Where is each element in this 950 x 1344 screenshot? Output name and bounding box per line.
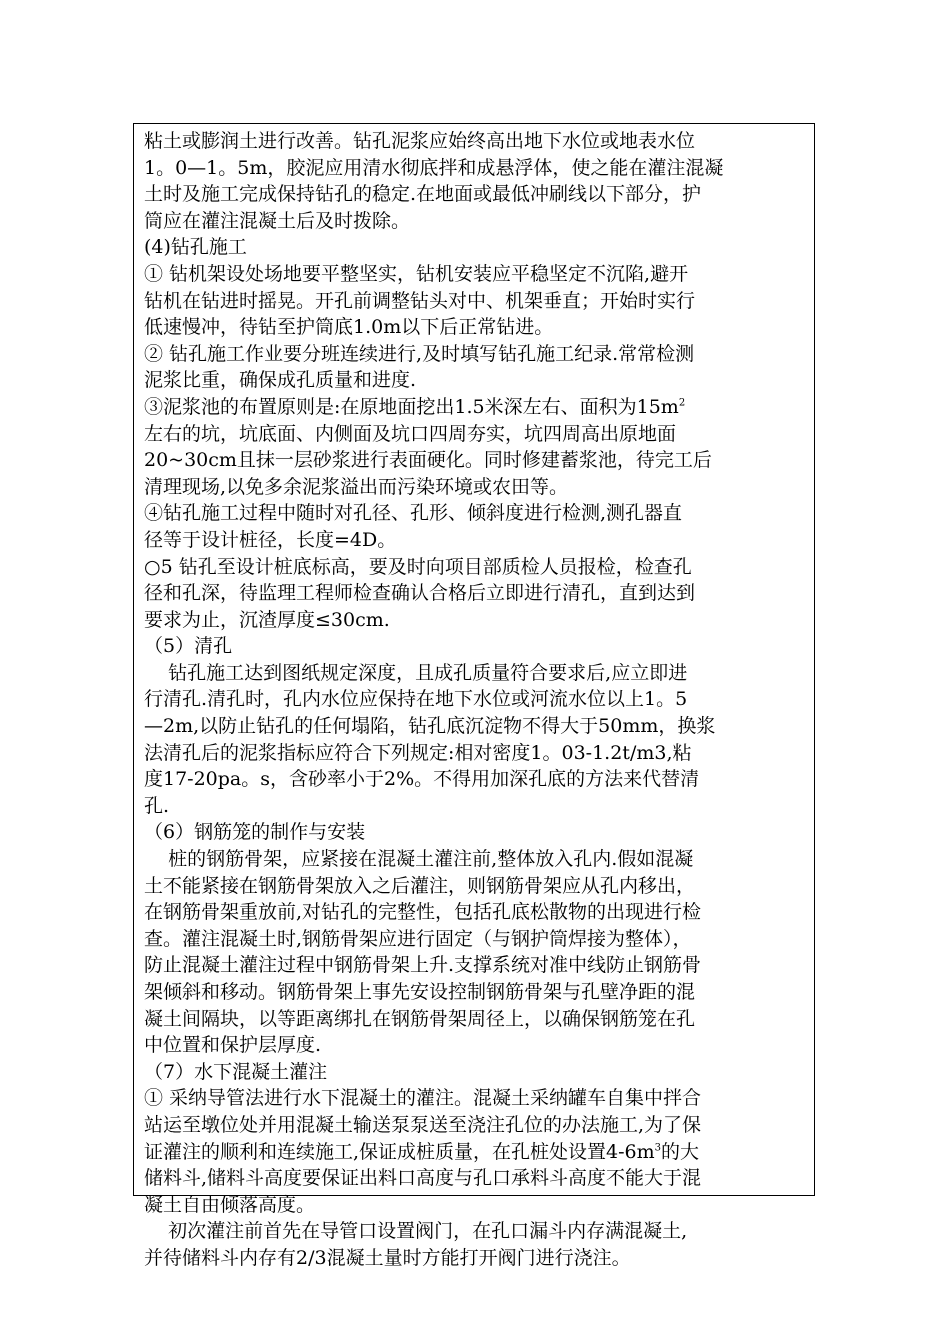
text-line: 凝土自由倾落高度。 bbox=[144, 1193, 316, 1216]
text-line: 并待储料斗内存有2/3混凝土量时方能打开阀门进行浇注。 bbox=[144, 1246, 631, 1269]
text-line: 筒应在灌注混凝土后及时拨除。 bbox=[144, 209, 411, 232]
text-line: 清理现场,以免多余泥浆溢出而污染环境或农田等。 bbox=[144, 475, 569, 498]
section-heading: （5）清孔 bbox=[144, 635, 233, 658]
text-line: 中位置和保护层厚度. bbox=[144, 1034, 322, 1057]
text-line: 粘土或膨润土进行改善。钻孔泥浆应始终高出地下水位或地表水位 bbox=[144, 130, 696, 152]
section-heading: （6）钢筋笼的制作与安装 bbox=[144, 821, 366, 844]
text-line: 泥浆比重，确保成孔质量和进度. bbox=[144, 369, 417, 392]
text-line: 查。灌注混凝土时,钢筋骨架应进行固定（与钢护筒焊接为整体）， bbox=[144, 927, 692, 950]
text-line: ② 钻孔施工作业要分班连续进行,及时填写钻孔施工纪录.常常检测 bbox=[144, 342, 695, 365]
text-line: 度17-20pa。s，含砂率小于2%。不得用加深孔底的方法来代替清 bbox=[144, 768, 700, 791]
text-line: 钻孔施工达到图纸规定深度，且成孔质量符合要求后,应立即进 bbox=[144, 661, 688, 684]
text-line: 行清孔.清孔时，孔内水位应保持在地下水位或河流水位以上1。5 bbox=[144, 688, 688, 711]
text-line: 孔. bbox=[144, 794, 170, 817]
text-line: 防止混凝土灌注过程中钢筋骨架上升.支撑系统对准中线防止钢筋骨 bbox=[144, 954, 702, 977]
text-line: 土时及施工完成保持钻孔的稳定.在地面或最低冲刷线以下部分，护 bbox=[144, 183, 702, 206]
section-heading: （7）水下混凝土灌注 bbox=[144, 1060, 328, 1083]
section-heading: (4)钻孔施工 bbox=[144, 236, 247, 259]
text-line: 土不能紧接在钢筋骨架放入之后灌注，则钢筋骨架应从孔内移出， bbox=[144, 874, 696, 897]
superscript-3: 3 bbox=[654, 1142, 662, 1154]
text-line: 初次灌注前首先在导管口设置阀门，在孔口漏斗内存满混凝土, bbox=[144, 1220, 688, 1243]
text-line: 20~30cm且抹一层砂浆进行表面硬化。同时修建蓄浆池，待完工后 bbox=[144, 449, 712, 472]
text-line: 储料斗,储料斗高度要保证出料口高度与孔口承料斗高度不能大于混 bbox=[144, 1167, 702, 1190]
text-line: 站运至墩位处并用混凝土输送泵泵送至浇注孔位的办法施工,为了保 bbox=[144, 1113, 702, 1136]
text-line: 1。0—1。5m，胶泥应用清水彻底拌和成悬浮体，使之能在灌注混凝 bbox=[144, 156, 724, 179]
document-body bbox=[144, 128, 808, 1272]
superscript-2: 2 bbox=[678, 397, 686, 409]
text-line: 证灌注的顺利和连续施工,保证成桩质量，在孔桩处设置$4-6m^3$的大 bbox=[144, 1140, 700, 1163]
text-line: 桩的钢筋骨架，应紧接在混凝土灌注前,整体放入孔内.假如混凝 bbox=[144, 848, 694, 871]
text-line: ③泥浆池的布置原则是:在原地面挖出1.5米深左右、面积为$15m^2$ bbox=[144, 395, 686, 418]
text-line: 径等于设计桩径，长度=4D。 bbox=[144, 528, 397, 551]
text-line: 钻机在钻进时摇晃。开孔前调整钻头对中、机架垂直；开始时实行 bbox=[144, 289, 696, 312]
text-line: 左右的坑，坑底面、内侧面及坑口四周夯实，坑四周高出原地面 bbox=[144, 422, 677, 445]
text-line: 凝土间隔块，以等距离绑扎在钢筋骨架周径上，以确保钢筋笼在孔 bbox=[144, 1007, 696, 1030]
text-line: ○5 钻孔至设计桩底标高，要及时向项目部质检人员报检，检查孔 bbox=[144, 555, 692, 578]
text-line: 法清孔后的泥浆指标应符合下列规定:相对密度1。03-1.2t/m3,粘 bbox=[144, 741, 692, 764]
text-line: 径和孔深，待监理工程师检查确认合格后立即进行清孔，直到达到 bbox=[144, 582, 696, 605]
text-line: 架倾斜和移动。钢筋骨架上事先安设控制钢筋骨架与孔壁净距的混 bbox=[144, 981, 696, 1003]
text-line: 低速慢冲，待钻至护筒底1.0m以下后正常钻进。 bbox=[144, 316, 554, 339]
text-line: ④钻孔施工过程中随时对孔径、孔形、倾斜度进行检测,测孔器直 bbox=[144, 502, 683, 525]
text-line: ① 钻机架设处场地要平整坚实，钻机安装应平稳坚定不沉陷,避开 bbox=[144, 262, 689, 285]
text-line: 要求为止，沉渣厚度≤30cm. bbox=[144, 608, 390, 631]
text-line: 在钢筋骨架重放前,对钻孔的完整性，包括孔底松散物的出现进行检 bbox=[144, 901, 702, 924]
text-line: —2m,以防止钻孔的任何塌陷，钻孔底沉淀物不得大于50mm，换浆 bbox=[144, 715, 716, 738]
text-line: ① 采纳导管法进行水下混凝土的灌注。混凝土采纳罐车自集中拌合 bbox=[144, 1087, 702, 1110]
